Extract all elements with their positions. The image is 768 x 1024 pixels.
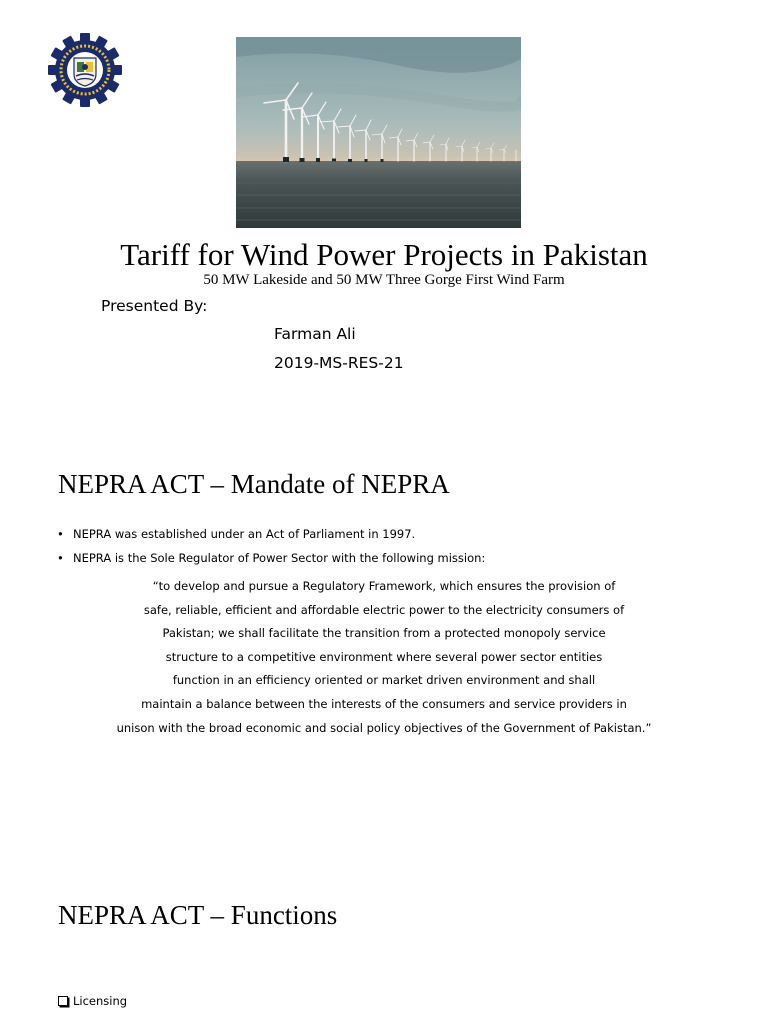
offshore-wind-turbines-photo (236, 37, 521, 228)
quote-line: structure to a competitive environment where several power sector entities (165, 649, 603, 664)
mission-quote (90, 575, 678, 740)
quote-line: maintain a balance between the interests of the consumers and service providers in (141, 696, 627, 711)
quote-line: “to develop and pursue a Regulatory Framework, which ensures the provision of (152, 579, 616, 593)
mandate-bullet-list (57, 526, 485, 574)
presented-by-label: Presented By: (101, 297, 208, 315)
page-subtitle: 50 MW Lakeside and 50 MW Three Gorge First Wind Farm (203, 272, 565, 288)
bullet-icon: • (57, 527, 64, 541)
presenter-id: 2019-MS-RES-21 (274, 354, 404, 372)
section-heading-mandate: NEPRA ACT – Mandate of NEPRA (58, 469, 450, 499)
function-item-label: Licensing (73, 994, 128, 1008)
list-item (57, 550, 485, 566)
quote-line: Pakistan; we shall facilitate the transition from a protected monopoly service (162, 626, 606, 641)
bullet-icon: • (57, 551, 64, 565)
checkbox-bullet-icon (58, 996, 68, 1006)
university-crest-gear-icon (47, 33, 123, 107)
bullet-text: NEPRA was established under an Act of Parliament in 1997. (73, 527, 416, 541)
list-item (57, 526, 485, 542)
list-item (58, 993, 127, 1009)
quote-line: unison with the broad economic and social policy objectives of the Government of Pakistan.” (116, 720, 652, 735)
bullet-text: NEPRA is the Sole Regulator of Power Sector with the following mission: (73, 551, 486, 565)
presenter-name: Farman Ali (274, 325, 356, 343)
section-heading-functions: NEPRA ACT – Functions (58, 900, 338, 930)
quote-line: function in an efficiency oriented or market driven environment and shall (172, 673, 596, 688)
page-title: Tariff for Wind Power Projects in Pakistan (120, 237, 648, 272)
quote-line: safe, reliable, efficient and affordable electric power to the electricity consumers of (143, 602, 625, 617)
